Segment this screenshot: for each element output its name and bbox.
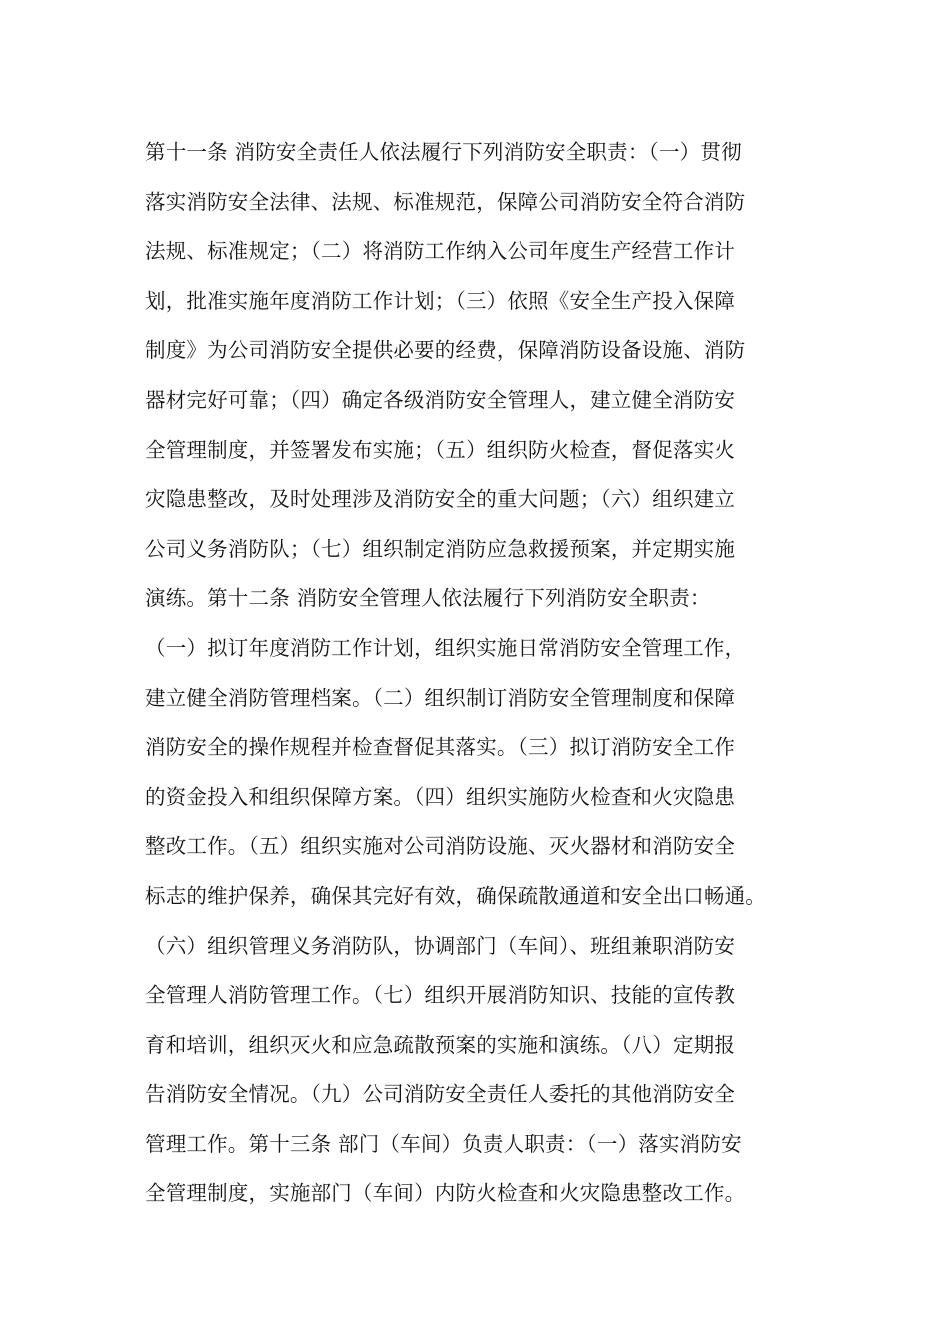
text-line: 演练。第十二条 消防安全管理人依法履行下列消防安全职责： xyxy=(145,586,711,611)
text-line: 公司义务消防队；（七）组织制定消防应急救援预案，并定期实施 xyxy=(145,536,736,561)
text-line: 全管理制度，实施部门（车间）内防火检查和火灾隐患整改工作。 xyxy=(145,1181,746,1206)
text-line: 标志的维护保养，确保其完好有效，确保疏散通道和安全出口畅通。 xyxy=(145,883,766,908)
text-line: 制度》为公司消防安全提供必要的经费，保障消防设备设施、消防 xyxy=(145,338,746,363)
body-text xyxy=(145,128,825,1219)
text-line: （一）拟订年度消防工作计划，组织实施日常消防安全管理工作， xyxy=(145,635,746,660)
text-line: 全管理制度，并签署发布实施；（五）组织防火检查，督促落实火 xyxy=(145,437,736,462)
text-line: 划，批准实施年度消防工作计划；（三）依照《安全生产投入保障 xyxy=(145,288,736,313)
text-line: 告消防安全情况。（九）公司消防安全责任人委托的其他消防安全 xyxy=(145,1082,736,1107)
text-line: 育和培训，组织灭火和应急疏散预案的实施和演练。（八）定期报 xyxy=(145,1032,736,1057)
text-line: 法规、标准规定；（二）将消防工作纳入公司年度生产经营工作计 xyxy=(145,239,736,264)
text-line: 落实消防安全法律、法规、标准规范，保障公司消防安全符合消防 xyxy=(145,189,746,214)
text-line: 整改工作。（五）组织实施对公司消防设施、灭火器材和消防安全 xyxy=(145,834,736,859)
text-line: 第十一条 消防安全责任人依法履行下列消防安全职责：（一）贯彻 xyxy=(145,140,742,164)
text-line: 的资金投入和组织保障方案。（四）组织实施防火检查和火灾隐患 xyxy=(145,784,736,809)
text-line: 器材完好可靠；（四）确定各级消防安全管理人，建立健全消防安 xyxy=(145,387,736,412)
text-line: 管理工作。第十三条 部门（车间）负责人职责：（一）落实消防安 xyxy=(145,1131,742,1156)
text-line: （六）组织管理义务消防队，协调部门（车间）、班组兼职消防安 xyxy=(145,933,736,958)
text-line: 建立健全消防管理档案。（二）组织制订消防安全管理制度和保障 xyxy=(145,685,736,710)
text-line: 消防安全的操作规程并检查督促其落实。（三）拟订消防安全工作 xyxy=(145,735,736,760)
text-line: 灾隐患整改，及时处理涉及消防安全的重大问题；（六）组织建立 xyxy=(145,487,736,512)
text-line: 全管理人消防管理工作。（七）组织开展消防知识、技能的宣传教 xyxy=(145,983,736,1008)
